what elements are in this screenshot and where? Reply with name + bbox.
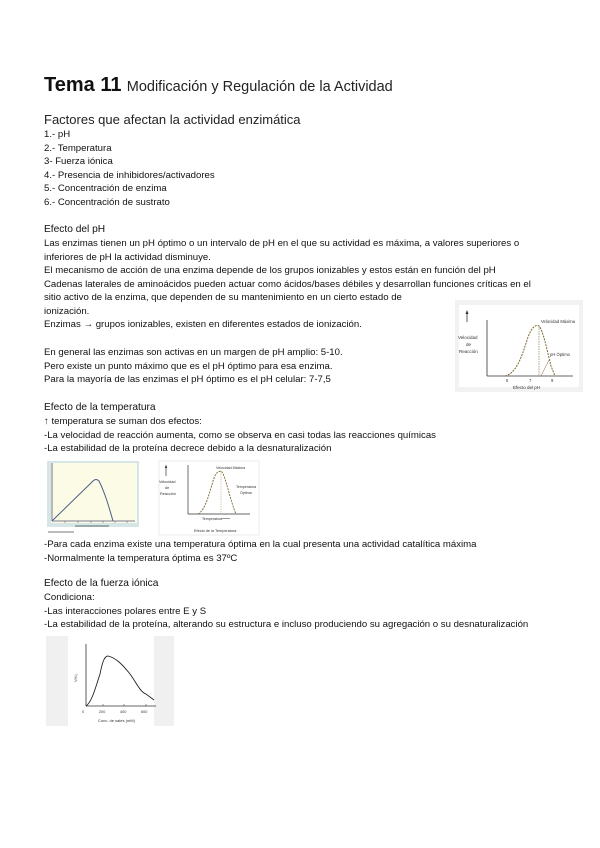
ph-line: Cadenas laterales de aminoácidos pueden actuar como ácidos/bases débiles y desarrollan funciones críticas en el [44,278,531,290]
temp-line: -La estabilidad de la proteína decrece debido a la desnaturalización [44,443,332,454]
ionic-line: Condiciona: [44,592,95,603]
svg-text:0: 0 [82,710,85,714]
svg-text:de: de [165,486,170,490]
svg-text:Temperatura: Temperatura [202,517,223,521]
svg-text:Velocidad Máxima: Velocidad Máxima [216,466,246,470]
temp-line: -Normalmente la temperatura óptima es 37ºC [44,552,238,564]
factor-item: 2.- Temperatura [44,142,112,154]
ionic-strength-figure [46,636,174,726]
svg-text:9: 9 [551,378,554,383]
svg-text:Reacción: Reacción [160,492,176,496]
ionic-paragraph [44,591,528,632]
svg-text:Óptima: Óptima [240,491,252,495]
ionic-line: -La estabilidad de la proteína, alterando su estructura e incluso produciendo su agregación o su desnaturalización [44,619,529,630]
temperature-paragraph-2 [44,538,476,565]
page-title [44,74,393,97]
temp-line: -La velocidad de reacción aumenta, como se observa en casi todas las reacciones químicas [44,429,436,441]
ph-line: sitio activo de la enzima, que dependen de su mantenimiento en un cierto estado de [44,292,402,303]
svg-text:de: de [466,342,472,347]
ph-line: inferiores de pH la actividad disminuye. [44,251,211,263]
ph-effect-figure [455,300,583,392]
ph-paragraph-2 [44,346,343,387]
ionic-heading: Efecto de la fuerza iónica [44,578,159,589]
svg-text:7: 7 [529,378,532,383]
factors-heading: Factores que afectan la actividad enzimática [44,112,301,127]
ph-line: Pero existe un punto máximo que es el pH óptimo para esa enzima. [44,360,333,372]
ph-peak-label: Velocidad Máxima [541,319,575,324]
svg-text:Velocidad: Velocidad [159,480,176,484]
ph-line: Las enzimas tienen un pH óptimo o un intervalo de pH en el que su actividad es máxima, a valores superiores o [44,238,520,249]
factor-item: 5.- Concentración de enzima [44,183,167,194]
temperature-effect-figure [158,460,260,536]
temperature-heading: Efecto de la temperatura [44,402,156,413]
temperature-caption: Efecto de la Temperatura [194,529,237,533]
ph-line: Enzimas → grupos ionizables, existen en diferentes estados de ionización. [44,319,362,330]
ph-line: ionización. [44,305,90,317]
title-number: Tema 11 [44,74,122,96]
temperature-paragraph [44,415,436,456]
ph-line: En general las enzimas son activas en un margen de pH amplio: 5-10. [44,347,343,358]
ph-line: Para la mayoría de las enzimas el pH óptimo es el pH celular: 7-7,5 [44,374,331,385]
title-text: Modificación y Regulación de la Actividad [126,79,393,95]
ph-heading: Efecto del pH [44,224,106,235]
svg-text:5: 5 [506,378,509,383]
svg-text:Reacción: Reacción [459,349,478,354]
svg-text:Temperatura: Temperatura [236,485,257,489]
ph-ylabel: Velocidad [458,335,478,340]
factor-item: 3- Fuerza iónica [44,156,113,167]
temp-line: ↑ temperatura se suman dos efectos: [44,416,202,427]
factor-item: 1.- pH [44,129,71,140]
ph-line: El mecanismo de acción de una enzima depende de los grupos ionizables y estos están en función del pH [44,265,496,276]
svg-text:V/V₀: V/V₀ [73,673,78,682]
svg-text:200: 200 [99,710,106,714]
ph-xlabel: Efecto del pH [513,385,541,390]
ionic-xlabel: Conc. de sales (mM) [98,718,135,723]
factor-item: 6.- Concentración de sustrato [44,196,170,208]
ph-optimum-label: pH Óptimo [550,352,571,357]
svg-text:400: 400 [120,710,127,714]
svg-text:600: 600 [141,710,148,714]
temperature-chart-1 [45,459,145,537]
factor-item: 4.- Presencia de inhibidores/activadores [44,169,215,181]
temp-line: -Para cada enzima existe una temperatura óptima en la cual presenta una actividad catalítica máxima [44,539,477,550]
factors-list [44,128,215,209]
ionic-line: -Las interacciones polares entre E y S [44,605,207,617]
